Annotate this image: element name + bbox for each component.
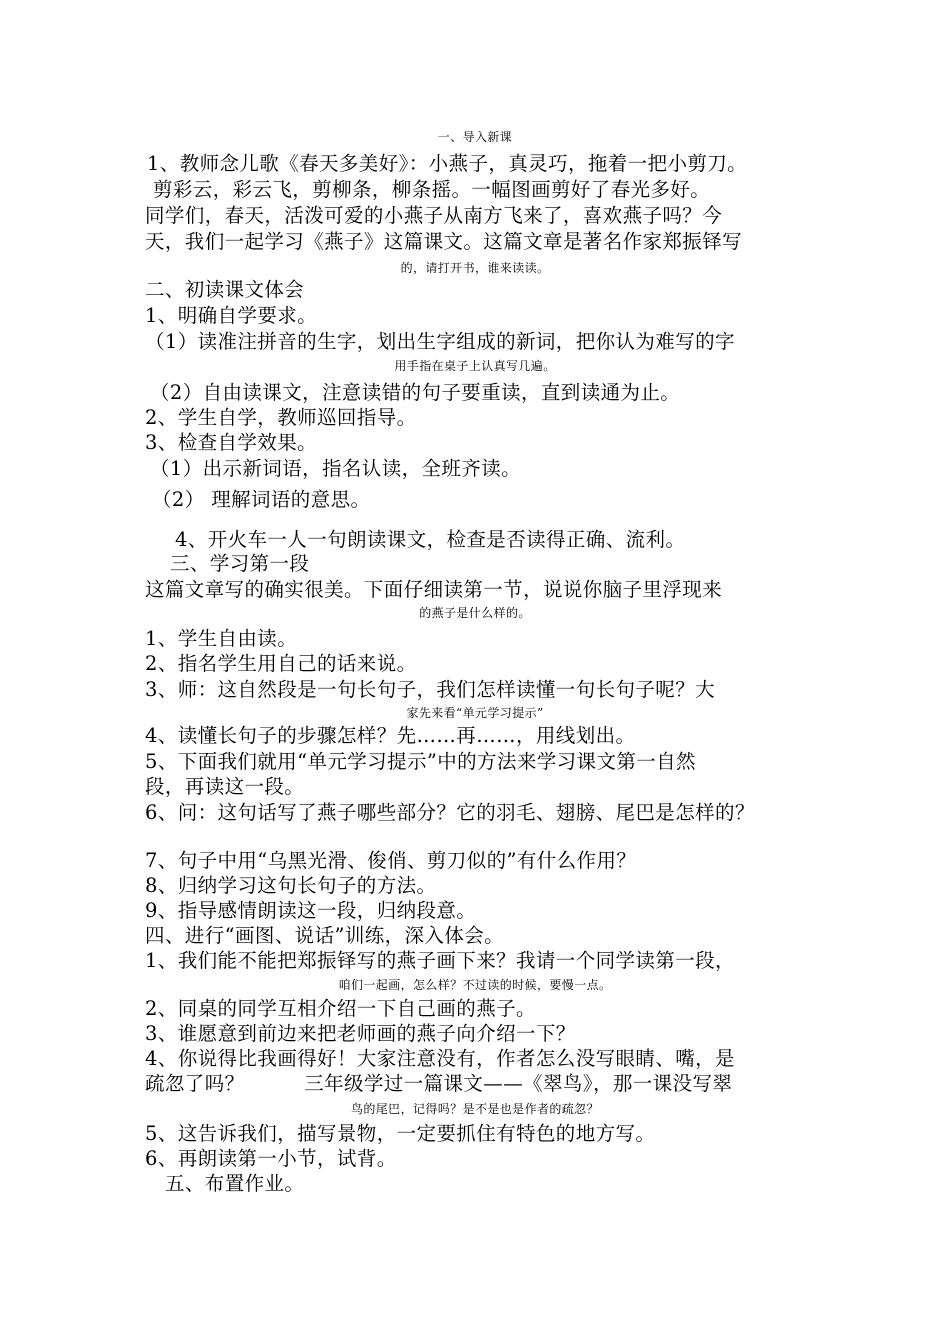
section-heading-1: 一、导入新课: [437, 130, 513, 144]
text-line: 同学们，春天，活泼可爱的小燕子从南方飞来了，喜欢燕子吗？今: [145, 204, 723, 227]
text-line: 剪彩云，彩云飞，剪柳条，柳条摇。一幅图画剪好了春光多好。: [153, 178, 711, 201]
section-heading-5: 五、布置作业。: [165, 1172, 305, 1195]
text-line: 4、开火车一人一句朗读课文，检查是否读得正确、流利。: [175, 528, 686, 551]
text-line: 9、指导感情朗读这一段，归纳段意。: [145, 899, 477, 922]
section-heading-2: 二、初读课文体会: [145, 278, 305, 301]
text-line: 家先来看“单元学习提示”: [406, 706, 544, 720]
text-line: （1）读准注拼音的生字，划出生字组成的新词，把你认为难写的字: [145, 330, 735, 353]
text-line: 5、下面我们就用“单元学习提示”中的方法来学习课文第一自然: [145, 750, 696, 773]
text-line: 1、教师念儿歌《春天多美好》：小燕子，真灵巧，拖着一把小剪刀。: [147, 152, 748, 175]
text-line: 3、师：这自然段是一句长句子，我们怎样读懂一句长句子呢？大: [145, 678, 716, 701]
section-heading-4: 四、进行“画图、说话”训练，深入体会。: [145, 924, 505, 947]
text-line: 疏忽了吗？ 三年级学过一篇课文——《翠鸟》，那一课没写翠: [145, 1072, 733, 1095]
text-line: 8、归纳学习这句长句子的方法。: [145, 874, 437, 897]
text-line: 6、问：这句话写了燕子哪些部分？它的羽毛、翅膀、尾巴是怎样的？: [145, 801, 755, 824]
text-line: 1、我们能不能把郑振铎写的燕子画下来？我请一个同学读第一段，: [145, 949, 735, 972]
text-line: 用手指在桌子上认真写几遍。: [394, 359, 556, 373]
text-line: 的燕子是什么样的。: [419, 606, 531, 620]
text-line: 3、谁愿意到前边来把老师画的燕子向介绍一下？: [145, 1022, 576, 1045]
text-line: （2）自由读课文，注意读错的句子要重读，直到读通为止。: [150, 381, 681, 404]
text-line: 5、这告诉我们，描写景物，一定要抓住有特色的地方写。: [145, 1122, 656, 1145]
text-line: 2、同桌的同学互相介绍一下自己画的燕子。: [145, 997, 536, 1020]
text-line: 6、再朗读第一小节，试背。: [145, 1147, 397, 1170]
text-line: 1、明确自学要求。: [145, 304, 318, 327]
text-line: 4、读懂长句子的步骤怎样？先……再……，用线划出。: [145, 724, 636, 747]
text-line: 2、学生自学，教师巡回指导。: [145, 406, 417, 429]
section-heading-3: 三、学习第一段: [170, 552, 310, 575]
text-line: 7、句子中用“乌黑光滑、俊俏、剪刀似的”有什么作用？: [145, 849, 637, 872]
text-line: （2） 理解词语的意思。: [152, 488, 371, 511]
text-line: 4、你说得比我画得好！大家注意没有，作者怎么没写眼睛、嘴，是: [145, 1047, 735, 1070]
text-line: 咱们一起画，怎么样？不过读的时候，要慢一点。: [338, 978, 612, 992]
text-line: 这篇文章写的确实很美。下面仔细读第一节，说说你脑子里浮现来: [145, 578, 723, 601]
text-line: 1、学生自由读。: [145, 627, 298, 650]
text-line: 鸟的尾巴，记得吗？是不是也是作者的疏忽？: [350, 1102, 599, 1116]
text-line: 天，我们一起学习《燕子》这篇课文。这篇文章是著名作家郑振铎写: [145, 230, 743, 253]
text-line: 段，再读这一段。: [145, 775, 305, 798]
text-line: 3、检查自学效果。: [145, 431, 318, 454]
text-line: 2、指名学生用自己的话来说。: [145, 652, 417, 675]
text-line: 的，请打开书，谁来读读。: [400, 261, 550, 275]
text-line: （1）出示新词语，指名认读，全班齐读。: [150, 457, 522, 480]
